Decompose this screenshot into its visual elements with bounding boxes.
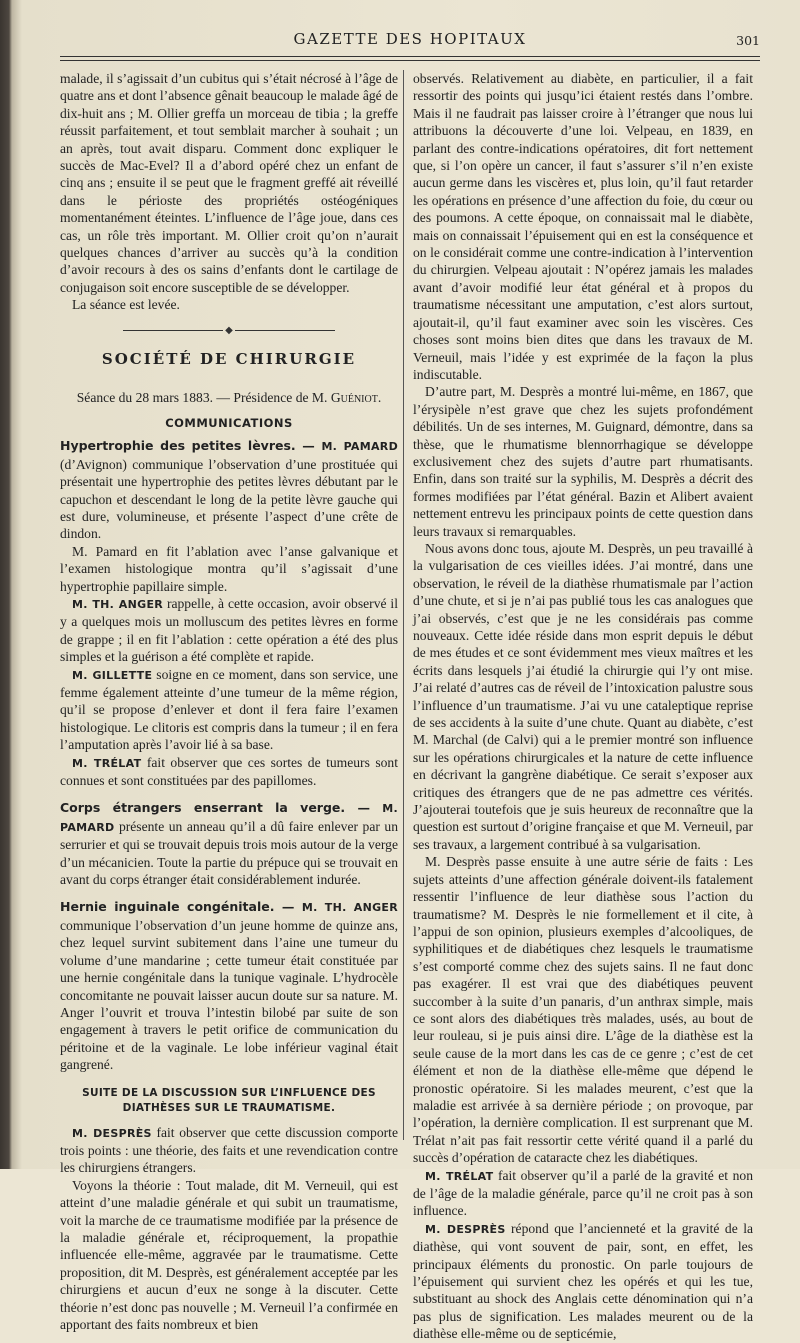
section-ornament: ◆ bbox=[60, 322, 398, 339]
paragraph: malade, il s’agissait d’un cubitus qui s’était nécrosé à l’âge de quatre ans et dont l’absence gênait beaucoup le malade âgé de dix-huit ans ; M. Ollier greffa un morceau de tibia ; la greffe réussit parfaitement, et tout semblait marcher à souhait ; un an après, tout avait disparu. Comment donc expliquer le succès de Mac-Evel? Il a d’abord opéré chez un enfant de cinq ans ; ensuite il se peut que le fragment greffé ait réveillé dans le périoste des propriétés ostéogéniques momentanément éteintes. L’influence de l’âge joue, dans ces cas, un rôle très important. M. Ollier croit qu’on n’aurait quelques chances d’arriver au succès qu’à la condition d’avoir recours à des os sains d’enfants dont le cartilage de conjugaison soit encore susceptible de se développer. bbox=[60, 71, 398, 295]
topic-heading: Hernie inguinale congénitale. — bbox=[60, 899, 302, 915]
right-column bbox=[413, 70, 753, 1343]
discussion-title: SUITE DE LA DISCUSSION SUR L’INFLUENCE DES DIATHÈSES SUR LE TRAUMATISME. bbox=[82, 1086, 376, 1114]
paragraph: M. TRÉLAT fait observer que ces sortes de tumeurs sont connues et sont constituées par des papillomes. bbox=[60, 754, 398, 789]
paragraph: Nous avons donc tous, ajoute M. Desprès, un peu travaillé à la vulgarisation de ces vieilles idées. J’ai montré, dans une observation, le réveil de la diathèse rhumatismale par l’action d’une chute, et si je n’ai pas publié tous les cas analogues que j’ai observés, c’est que je ne les considérais pas comme nouveaux. Cette idée réside dans mon esprit depuis le début de mes études et ce sont évidemment mes vieux maîtres et les écrits dans lesquels j’ai étudié la chirurgie qui l’y ont mise. J’ai relaté d’autres cas de réveil de l’intoxication palustre sous l’influence d’un traumatisme. J’ai vu une cataleptique reprise de ses accidents à la suite d’une chute. Quant au diabète, c’est M. Marchal (de Calvi) qui a le premier montré son influence sur les opérations chirurgicales et la nature de cette influence en décrivant la gangrène diabétique. Ce serait s’exposer aux critiques des étrangers que de ne pas admettre ces vérités. J’ajouterai toutefois que je suis heureux de reconnaître que la question est surtout d’origine française et que M. Verneuil, par ses travaux, a largement contribué à sa vulgarisation. bbox=[413, 540, 753, 852]
speaker-name: M. PAMARD bbox=[60, 802, 398, 834]
speaker-name: M. GILLETTE bbox=[72, 668, 153, 682]
paragraph: M. TH. ANGER rappelle, à cette occasion, avoir observé il y a quelques mois un molluscum des petites lèvres en forme de grappe ; il en fit l’ablation : cette opération a été des plus simples et la guérison a été complète et rapide. bbox=[60, 595, 398, 665]
paragraph: Corps étrangers enserrant la verge. — M. PAMARD présente un anneau qu’il a dû faire enlever par un serrurier et qui se trouvait depuis trois mois autour de la verge d’un mécanicien. Toute la partie du prépuce qui se trouvait en avant du corps étranger était considérablement indurée. bbox=[60, 800, 398, 888]
header-rule-bottom bbox=[60, 60, 760, 61]
topic-heading: Corps étrangers enserrant la verge. — bbox=[60, 800, 383, 816]
paragraph: Hernie inguinale congénitale. — M. TH. ANGER communique l’observation d’un jeune homme de quinze ans, chez lequel survint subitement dans l’aine une tumeur du volume d’une mandarine ; cette tumeur était constituée par une hernie congénitale dans la tunique vaginale. L’hydrocèle concomitante ne pouvait laisser aucun doute sur sa nature. M. Anger l’ouvrit et trouva l’intestin bilobé par suite de son engagement à travers le petit orifice de communication du péritoine et de la vaginale. Le lobe inférieur vaginal était gangrené. bbox=[60, 899, 398, 1073]
header-rule-top bbox=[60, 56, 760, 57]
paragraph: M. GILLETTE soigne en ce moment, dans son service, une femme également atteinte d’une tumeur de la même région, qu’il se propose d’enlever et dont il fera faire l’examen histologique. Le clitoris est compris dans la tumeur ; il en fera l’amputation après l’avoir lié à sa base. bbox=[60, 666, 398, 753]
speaker-name: M. DESPRÈS bbox=[425, 1222, 506, 1236]
paragraph: La séance est levée. bbox=[72, 297, 180, 313]
section-title: SOCIÉTÉ DE CHIRURGIE bbox=[101, 350, 357, 369]
paragraph: Hypertrophie des petites lèvres. — M. PAMARD (d’Avignon) communique l’observation d’une prostituée qui présentait une hypertrophie des petites lèvres débutant par le capuchon et descendant le long de la petite lèvre gauche qui est dure, volumineuse, et présente l’aspect d’une crête de dindon. bbox=[60, 438, 399, 542]
speaker-name: M. TH. ANGER bbox=[72, 597, 164, 611]
paragraph: observés. Relativement au diabète, en particulier, il a fait ressortir des points qui jusqu’ici étaient restés dans l’ombre. Mais il ne faudrait pas laisser croire à l’étranger que nous lui attribuons la découverte d’une loi. Velpeau, en 1839, en parlant des contre-indications opératoires, dit fort nettement que, si l’on opère un cancer, il faut s’assurer s’il n’en existe aucun germe dans les viscères et, plus loin, qu’il faut retarder les opérations en présence d’une affection du foie, du cœur ou des poumons. A cette époque, on connaissait mal le diabète, mais on connaissait l’épuisement qui en est la conséquence et on le considérait comme une contre-indication à l’intervention du chirurgien. Velpeau ajoutait : N’opérez jamais les malades avant d’avoir modifié leur état général et à propos du traumatisme nécessitant une amputation, c’est alors surtout, ajoutait-il, qu’il faut examiner avec soin les viscères. Ces choses sont moins bien dites que dans les travaux de M. Verneuil, mais l’idée y est exprimée de la façon la plus indiscutable. bbox=[413, 71, 753, 382]
page-header bbox=[60, 26, 760, 50]
speaker-name: M. TH. ANGER bbox=[301, 901, 398, 915]
speaker-name: M. PAMARD bbox=[321, 440, 399, 454]
president-name: Guéniot. bbox=[330, 389, 382, 405]
left-column bbox=[60, 70, 398, 1333]
speaker-name: M. TRÉLAT bbox=[425, 1169, 494, 1183]
paragraph: M. Pamard en fit l’ablation avec l’anse galvanique et l’examen histologique montra qu’il s’agissait d’une hypertrophie papillaire simple. bbox=[60, 543, 398, 594]
speaker-name: M. TRÉLAT bbox=[72, 756, 142, 770]
speaker-name: M. DESPRÈS bbox=[72, 1126, 152, 1140]
column-divider bbox=[403, 70, 404, 1140]
journal-title: GAZETTE DES HOPITAUX bbox=[293, 30, 527, 48]
topic-heading: Hypertrophie des petites lèvres. — bbox=[60, 438, 322, 454]
paragraph: M. DESPRÈS répond que l’ancienneté et la gravité de la diathèse, qui vont souvent de pair, sont, en effet, les principaux éléments du pronostic. On parle toujours de l’épuisement qui survient chez les opérés et qui les tue, substituant au shock des Anglais cette dénomination qui n’a pas plus de signification. Les malades meurent ou de la diathèse elle-même ou de septicémie, bbox=[413, 1220, 754, 1342]
paragraph: M. DESPRÈS fait observer que cette discussion comporte trois points : une théorie, des faits et une revendication contre les chirurgiens étrangers. bbox=[60, 1124, 398, 1176]
subsection-title: COMMUNICATIONS bbox=[165, 415, 293, 430]
page-number: 301 bbox=[736, 33, 760, 48]
paragraph: D’autre part, M. Desprès a montré lui-même, en 1867, que l’érysipèle n’est grave que chez les sujets profondément débilités. Un de ses internes, M. Guignard, démontre, dans sa thèse, que le rhumatisme blennorrhagique se développe exclusivement chez des sujets d’autre part rhumatisants. Enfin, dans son traité sur la syphilis, M. Desprès a décrit des formes modifiées par l’état général. Bazin et Alibert avaient nettement entrevu les principaux points de cette question dans leurs travaux si remarquables. bbox=[413, 384, 753, 539]
seance-line: Séance du 28 mars 1883. — Présidence de M. Guéniot. bbox=[76, 389, 382, 405]
paragraph: Voyons la théorie : Tout malade, dit M. Verneuil, qui est atteint d’une maladie générale et qui subit un traumatisme, voit la marche de ce traumatisme modifiée par la présence de la maladie générale et, réciproquement, la propathie influencée elle-même, aggravée par le traumatisme. Cette proposition, dit M. Desprès, est généralement acceptée par les chirurgiens et aucun d’eux ne songe à la discuter. Cette théorie n’est donc pas nouvelle ; M. Verneuil l’a confirmée en apportant des faits nombreux et bien bbox=[60, 1177, 398, 1332]
paragraph: M. Desprès passe ensuite à une autre série de faits : Les sujets atteints d’une affection générale doivent-ils fatalement ressentir l’influence de leur diathèse sous l’action du traumatisme? M. Desprès le nie formellement et il cite, à l’appui de son opinion, plusieurs exemples d’alcooliques, de syphilitiques et de diabétiques chez lesquels le traumatisme s’est comporté comme chez des sujets sains. Il ne faut donc pas exagérer. Il est vrai que des diabétiques peuvent succomber à la suite d’un panaris, d’un anthrax simple, mais ce sont alors des diabétiques très malades, usés, au bout de leur rouleau, si je puis ainsi dire. L’âge de la diathèse est la seule cause de la mort dans les cas de ce genre ; c’est de cet élément et non de la diathèse elle-même que dépend le pronostic opératoire. Si les malades meurent, c’est que la maladie est arrivée à sa dernière période ; on provoque, par l’opération, la dernière complication. Il est surprenant que M. Trélat n’ait pas fait ressortir cette vérité quand il a parlé du succès d’opération de cataracte chez les diabétiques. bbox=[413, 854, 753, 1166]
paragraph: M. TRÉLAT fait observer qu’il a parlé de la gravité et non de l’âge de la maladie générale, parce qu’il ne croit pas à son influence. bbox=[413, 1167, 753, 1219]
